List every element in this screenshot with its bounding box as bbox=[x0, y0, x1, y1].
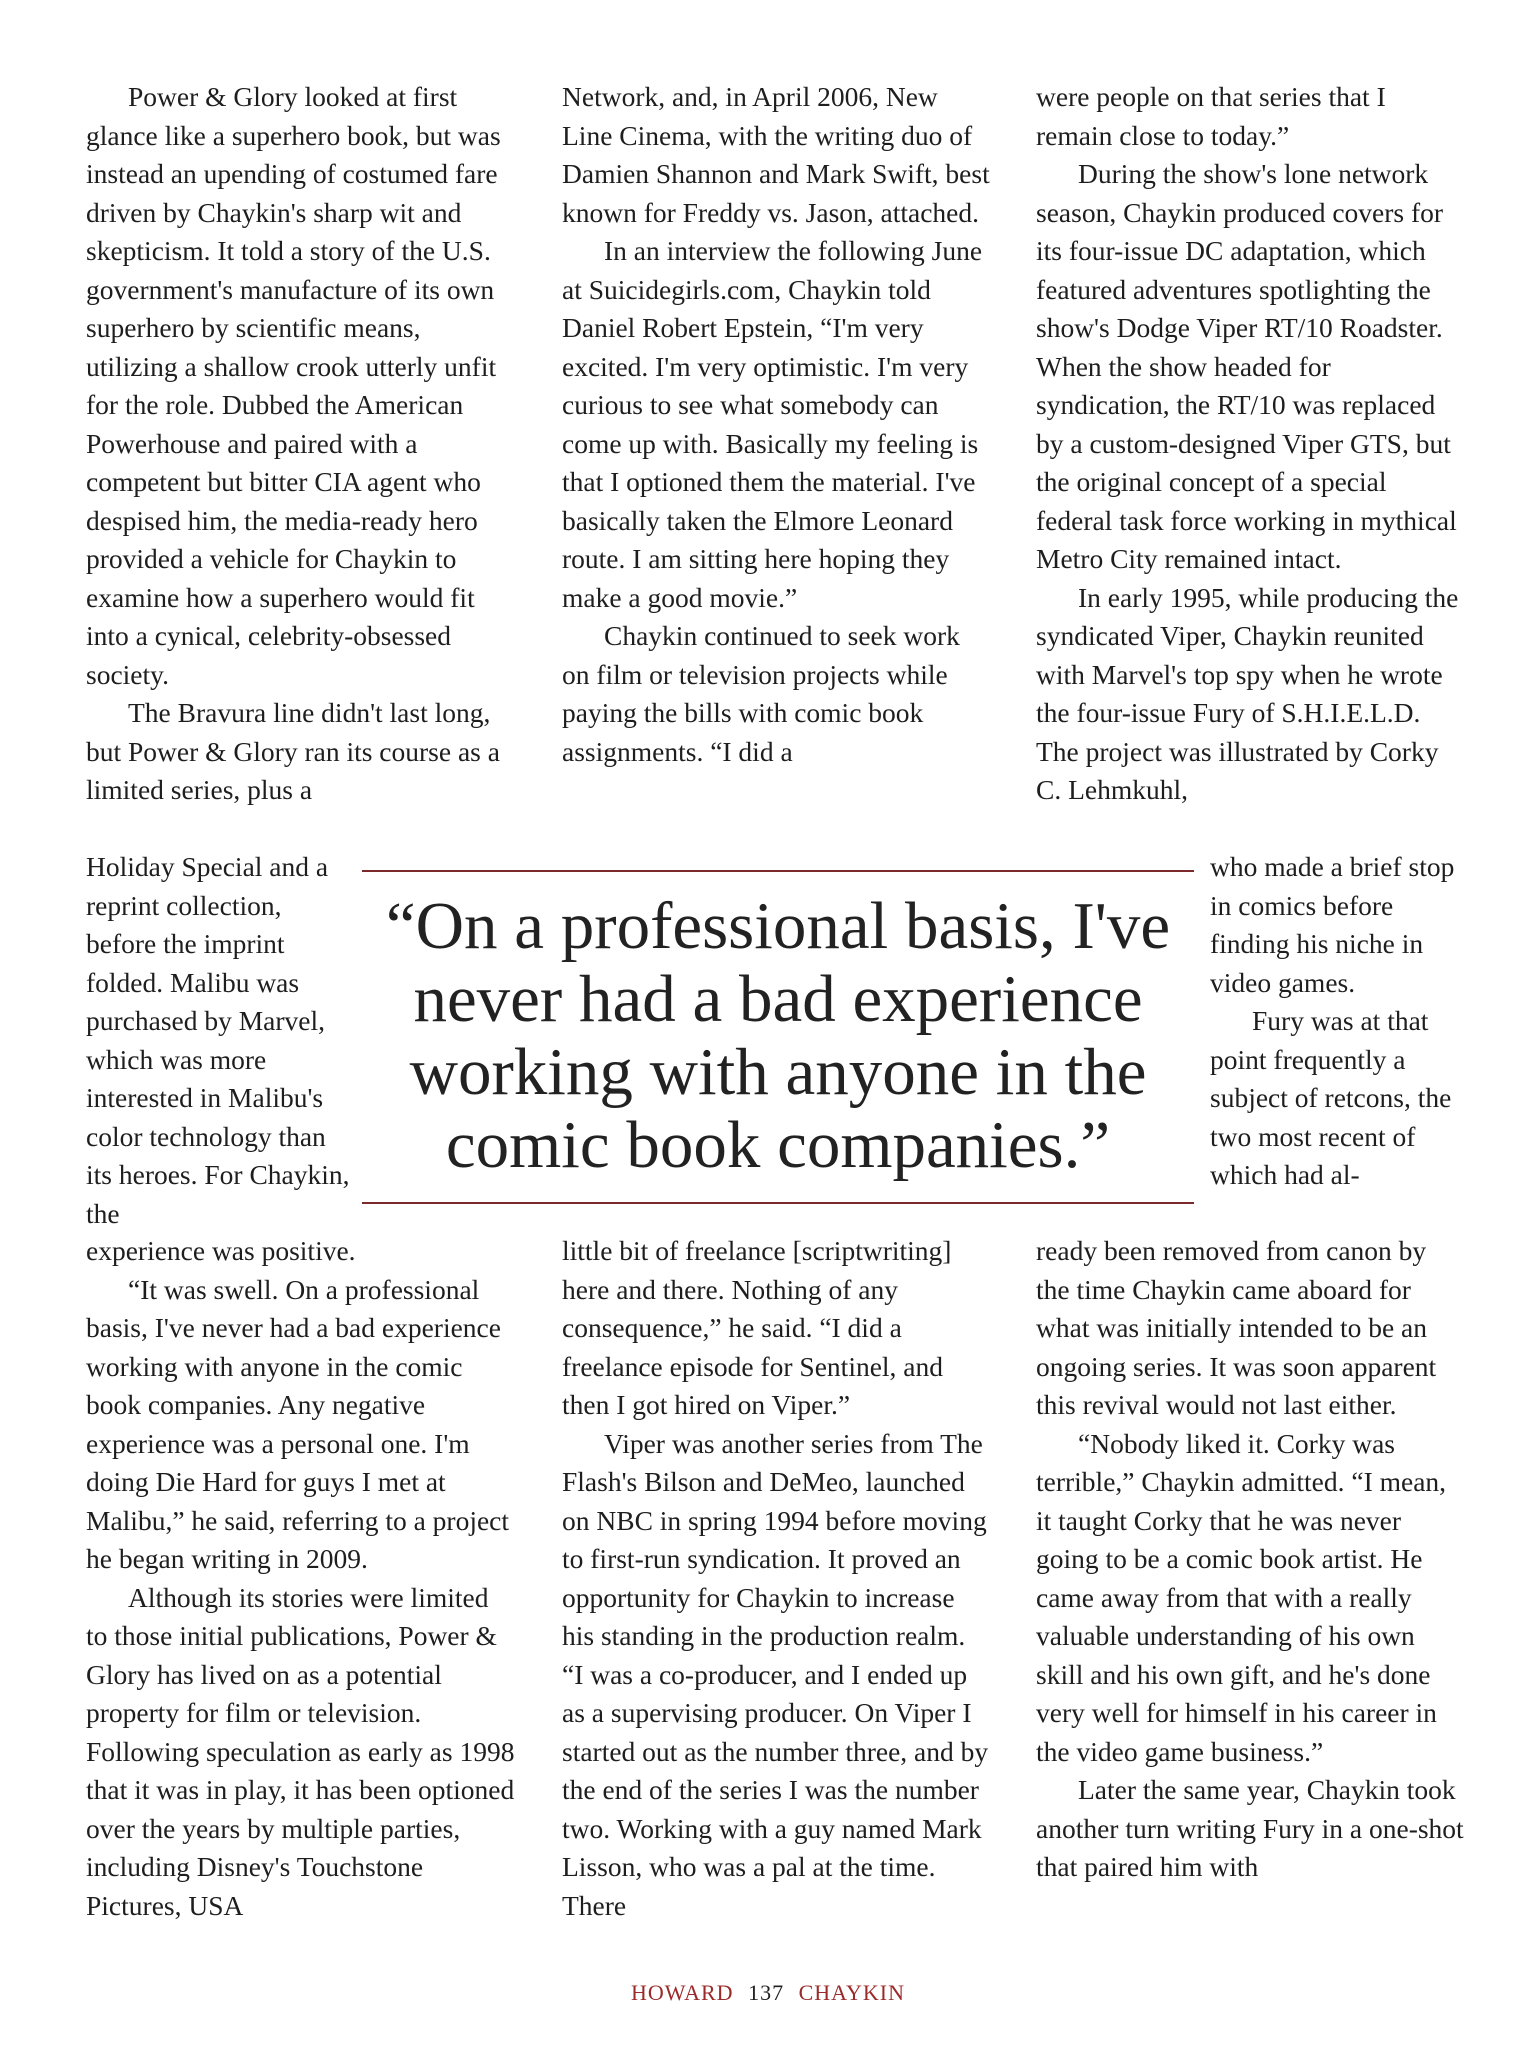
pull-quote-bottom-rule bbox=[362, 1202, 1194, 1204]
page-number: 137 bbox=[748, 1980, 785, 2005]
paragraph: The Bravura line didn't last long, but Power & Glory ran its course as a limited series, plus a bbox=[86, 697, 500, 805]
column-3-bottom bbox=[1036, 1232, 1466, 1887]
paragraph: were people on that series that I remain close to today.” bbox=[1036, 81, 1386, 151]
paragraph: who made a brief stop in comics before finding his niche in video games. bbox=[1210, 851, 1455, 998]
paragraph: Later the same year, Chaykin took another turn writing Fury in a one-shot that paired him with bbox=[1036, 1774, 1464, 1882]
paragraph: Network, and, in April 2006, New Line Cinema, with the writing duo of Damien Shannon and Mark Swift, best known for Freddy vs. Jason, attached. bbox=[562, 81, 990, 228]
pull-quote-text: “On a professional basis, I've never had a bad experience working with anyone in the comic book companies.” bbox=[385, 889, 1171, 1182]
paragraph: Fury was at that point frequently a subject of retcons, the two most recent of which had al- bbox=[1210, 1005, 1452, 1190]
paragraph: During the show's lone network season, Chaykin produced covers for its four-issue DC adaptation, which featured adventures spotlighting the show's Dodge Viper RT/10 Roadster. When the show headed for syndication, the RT/10 was replaced by a custom-designed Viper GTS, but the original concept of a special federal task force working in mythical Metro City remained intact. bbox=[1036, 158, 1457, 574]
pull-quote bbox=[362, 870, 1194, 1204]
paragraph: In early 1995, while producing the syndicated Viper, Chaykin reunited with Marvel's top spy when he wrote the four-issue Fury of S.H.I.E.L.D. The project was illustrated by Corky C. Lehmkuhl, bbox=[1036, 581, 1459, 805]
footer-author-first: HOWARD bbox=[631, 1980, 734, 2005]
column-1-bottom bbox=[86, 1232, 516, 1925]
paragraph: “It was swell. On a professional basis, I've never had a bad experience working with anyone in the comic book companies. Any negative experience was a personal one. I'm doing Die Hard for guys I met at Malibu,” he said, referring to a project he began writing in 2009. bbox=[86, 1273, 510, 1574]
paragraph: experience was positive. bbox=[86, 1235, 356, 1266]
paragraph: Viper was another series from The Flash's Bilson and DeMeo, launched on NBC in spring 1994 before moving to first-run syndication. It proved an opportunity for Chaykin to increase his standing in the production realm. “I was a co-producer, and I ended up as a supervising producer. On Viper I started out as the number three, and by the end of the series I was the number two. Working with a guy named Mark Lisson, who was a pal at the time. There bbox=[562, 1427, 989, 1921]
paragraph: Holiday Special and a reprint collection, before the imprint folded. Malibu was purchased by Marvel, which was more interested in Malibu's color technology than its heroes. For Chaykin, the bbox=[86, 851, 350, 1229]
paragraph: Chaykin continued to seek work on film or television projects while paying the bills with comic book assignments. “I did a bbox=[562, 620, 960, 767]
paragraph: Although its stories were limited to those initial publications, Power & Glory has lived on as a potential property for film or television. Following speculation as early as 1998 that it was in play, it has been optioned over the years by multiple parties, including Disney's Touchstone Pictures, USA bbox=[86, 1581, 515, 1921]
column-2-bottom bbox=[562, 1232, 992, 1925]
column-2-top bbox=[562, 78, 992, 771]
column-1-top bbox=[86, 78, 516, 810]
column-3-top bbox=[1036, 78, 1466, 810]
paragraph: “Nobody liked it. Corky was terrible,” Chaykin admitted. “I mean, it taught Corky that he was never going to be a comic book artist. He came away from that with a really valuable understanding of his own skill and his own gift, and he's done very well for himself in his career in the video game business.” bbox=[1036, 1427, 1447, 1767]
paragraph: ready been removed from canon by the time Chaykin came aboard for what was initially intended to be an ongoing series. It was soon apparent this revival would not last either. bbox=[1036, 1235, 1437, 1420]
column-3-narrow bbox=[1210, 848, 1466, 1195]
pull-quote-top-rule bbox=[362, 870, 1194, 872]
page-footer bbox=[0, 1980, 1536, 2006]
footer-author-last: CHAYKIN bbox=[798, 1980, 905, 2005]
paragraph: In an interview the following June at Suicidegirls.com, Chaykin told Daniel Robert Epstein, “I'm very excited. I'm very optimistic. I'm very curious to see what somebody can come up with. Basically my feeling is that I optioned them the material. I've basically taken the Elmore Leonard route. I am sitting here hoping they make a good movie.” bbox=[562, 235, 983, 613]
column-1-narrow bbox=[86, 848, 356, 1233]
paragraph: little bit of freelance [scriptwriting] here and there. Nothing of any consequence,” he said. “I did a freelance episode for Sentinel, and then I got hired on Viper.” bbox=[562, 1235, 952, 1420]
paragraph: Power & Glory looked at first glance like a superhero book, but was instead an upending of costumed fare driven by Chaykin's sharp wit and skepticism. It told a story of the U.S. government's manufacture of its own superhero by scientific means, utilizing a shallow crook utterly unfit for the role. Dubbed the American Powerhouse and paired with a competent but bitter CIA agent who despised him, the media-ready hero provided a vehicle for Chaykin to examine how a superhero would fit into a cynical, celebrity-obsessed society. bbox=[86, 81, 501, 690]
